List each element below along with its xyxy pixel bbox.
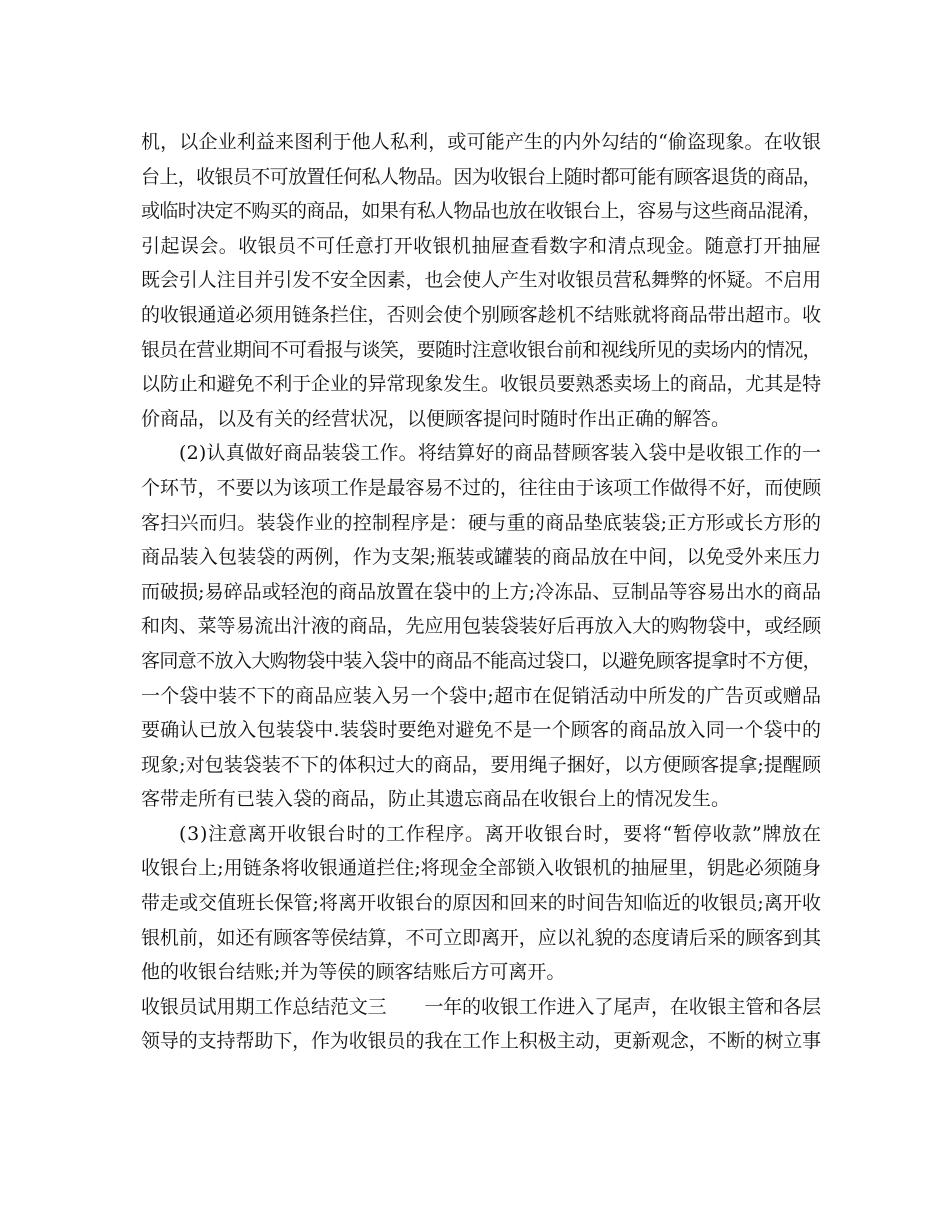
text-line: 或临时决定不购买的商品，如果有私人物品也放在收银台上，容易与这些商品混淆， (141, 200, 821, 223)
text-line: 引起误会。收银员不可任意打开收银机抽屉查看数字和清点现金。随意打开抽屉 (141, 234, 822, 257)
text-line: (3)注意离开收银台时的工作程序。离开收银台时，要将“暂停收款”牌放在 (179, 822, 822, 845)
text-line: 收银员试用期工作总结范文三 一年的收银工作进入了尾声，在收银主管和各层 (141, 995, 821, 1018)
text-line: 要确认已放入包装袋中.装袋时要绝对避免不是一个顾客的商品放入同一个袋中的 (141, 719, 822, 742)
text-line: 台上，收银员不可放置任何私人物品。因为收银台上随时都可能有顾客退货的商品， (141, 165, 821, 188)
document-body (141, 125, 821, 1059)
text-line: 价商品，以及有关的经营状况，以便顾客提问时随时作出正确的解答。 (141, 407, 731, 430)
text-line: 一个袋中装不下的商品应装入另一个袋中;超市在促销活动中所发的广告页或赠品 (141, 684, 822, 707)
text-line: 客扫兴而归。装袋作业的控制程序是：硬与重的商品垫底装袋;正方形或长方形的 (141, 511, 822, 534)
text-line: 的收银通道必须用链条拦住，否则会使个别顾客趁机不结账就将商品带出超市。收 (141, 303, 821, 326)
text-line: 带走或交值班长保管;将离开收银台的原因和回来的时间告知临近的收银员;离开收 (141, 892, 822, 915)
text-line: (2)认真做好商品装袋工作。将结算好的商品替顾客装入袋中是收银工作的一 (179, 442, 822, 465)
text-line: 银机前，如还有顾客等侯结算，不可立即离开，应以礼貌的态度请后采的顾客到其 (141, 926, 821, 949)
text-line: 机，以企业利益来图利于他人私利，或可能产生的内外勾结的“偷盗现象。在收银 (141, 131, 822, 153)
text-line: 他的收银台结账;并为等侯的顾客结账后方可离开。 (141, 961, 566, 984)
text-line: 商品装入包装袋的两例，作为支架;瓶装或罐装的商品放在中间，以免受外来压力 (141, 546, 822, 569)
text-line: 客带走所有已装入袋的商品，防止其遗忘商品在收银台上的情况发生。 (141, 788, 731, 811)
text-line: 现象;对包装袋装不下的体积过大的商品，要用绳子捆好，以方便顾客提拿;提醒顾 (141, 753, 822, 776)
text-line: 既会引人注目并引发不安全因素，也会使人产生对收银员营私舞弊的怀疑。不启用 (141, 269, 821, 292)
text-line: 银员在营业期间不可看报与谈笑，要随时注意收银台前和视线所见的卖场内的情况， (141, 338, 821, 361)
text-line: 和肉、菜等易流出汁液的商品，先应用包装袋装好后再放入大的购物袋中，或经顾 (141, 615, 821, 638)
text-line: 客同意不放入大购物袋中装入袋中的商品不能高过袋口，以避免顾客提拿时不方便， (141, 649, 821, 672)
text-line: 领导的支持帮助下，作为收银员的我在工作上积极主动，更新观念，不断的树立事 (141, 1030, 821, 1053)
text-line: 收银台上;用链条将收银通道拦住;将现金全部锁入收银机的抽屉里，钥匙必须随身 (141, 857, 822, 880)
text-line: 以防止和避免不利于企业的异常现象发生。收银员要熟悉卖场上的商品，尤其是特 (141, 373, 821, 396)
text-line: 而破损;易碎品或轻泡的商品放置在袋中的上方;冷冻品、豆制品等容易出水的商品 (141, 580, 822, 603)
text-line: 个环节，不要以为该项工作是最容易不过的，往往由于该项工作做得不好，而使顾 (141, 476, 821, 499)
